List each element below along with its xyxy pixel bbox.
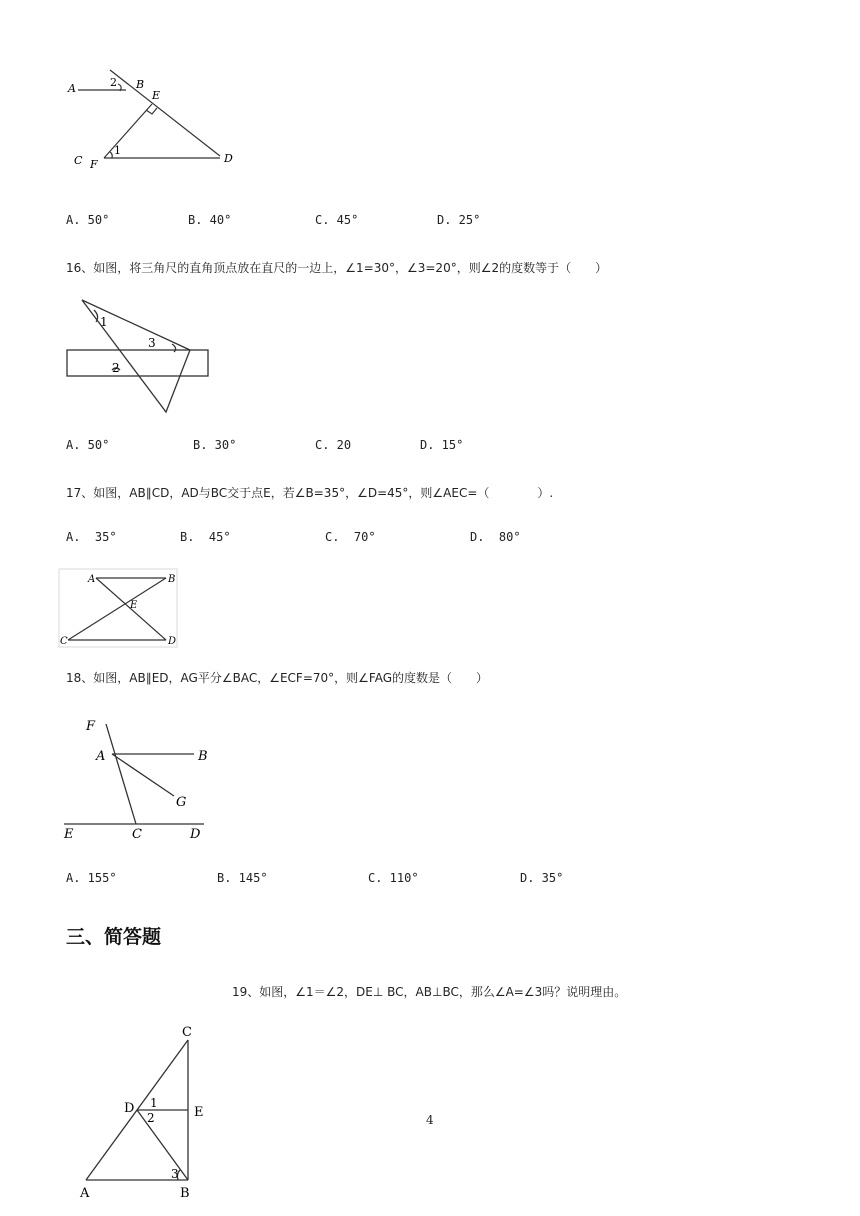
fig17-label-B: B — [168, 574, 176, 585]
fig18-label-C: C — [132, 827, 142, 842]
q16-option-d: D. 15° — [420, 438, 464, 452]
fig15-label-C: C — [74, 154, 83, 167]
fig18-label-D: D — [190, 827, 201, 842]
fig15-label-F: F — [90, 158, 98, 171]
fig19-label-1: 1 — [150, 1096, 158, 1110]
fig15-label-A: A — [68, 82, 76, 95]
fig19-label-B: B — [180, 1186, 190, 1201]
page-number: 4 — [426, 1113, 434, 1127]
q15-option-c: C. 45° — [315, 213, 359, 227]
fig15-label-2: 2 — [110, 76, 117, 89]
fig16-label-2: 2 — [112, 361, 120, 375]
fig19-label-A: A — [80, 1186, 90, 1201]
q17-option-a: A. 35° — [66, 530, 117, 544]
fig17-label-C: C — [60, 636, 68, 647]
q16-option-a: A. 50° — [66, 438, 110, 452]
figure-q16 — [60, 296, 220, 416]
fig18-label-E: E — [64, 827, 74, 842]
fig18-label-F: F — [86, 719, 96, 734]
q18-option-c: C. 110° — [368, 871, 419, 885]
q16-text: 16、如图，将三角尺的直角顶点放在直尺的一边上，∠1=30°，∠3=20°，则∠2的度数等于（ ） — [66, 261, 608, 275]
fig17-label-E: E — [130, 600, 138, 611]
fig19-label-D: D — [124, 1101, 135, 1116]
q19-text: 19、如图，∠1＝∠2，DE⊥ BC，AB⊥BC，那么∠A=∠3吗？说明理由。 — [232, 985, 627, 999]
figure-q17 — [58, 568, 180, 650]
figure-q19 — [70, 1022, 220, 1202]
fig16-label-3: 3 — [148, 336, 156, 350]
fig16-label-1: 1 — [100, 315, 108, 329]
q17-option-b: B. 45° — [180, 530, 231, 544]
figure-q15 — [60, 66, 250, 176]
section-title: 三、简答题 — [66, 926, 162, 948]
q18-option-a: A. 155° — [66, 871, 117, 885]
fig19-label-3: 3 — [171, 1167, 179, 1181]
q16-option-b: B. 30° — [193, 438, 237, 452]
fig19-label-E: E — [194, 1105, 204, 1120]
q17-option-d: D. 80° — [470, 530, 521, 544]
fig18-label-B: B — [198, 749, 208, 764]
q18-text: 18、如图，AB∥ED，AG平分∠BAC，∠ECF=70°，则∠FAG的度数是（ ） — [66, 671, 488, 685]
q17-text: 17、如图，AB∥CD，AD与BC交于点E，若∠B=35°，∠D=45°，则∠AEC=（ ）. — [66, 486, 554, 500]
fig18-label-A: A — [96, 749, 106, 764]
q15-option-b: B. 40° — [188, 213, 232, 227]
fig17-label-D: D — [168, 636, 177, 647]
q15-option-a: A. 50° — [66, 213, 110, 227]
fig19-label-2: 2 — [147, 1111, 155, 1125]
fig15-label-E: E — [152, 89, 161, 102]
q15-option-d: D. 25° — [437, 213, 481, 227]
fig15-label-B: B — [136, 78, 145, 91]
q16-option-c: C. 20 — [315, 438, 352, 452]
figure-q18 — [60, 712, 220, 842]
fig17-label-A: A — [88, 574, 96, 585]
q18-option-d: D. 35° — [520, 871, 564, 885]
q18-option-b: B. 145° — [217, 871, 268, 885]
fig18-label-G: G — [176, 795, 187, 810]
q17-option-c: C. 70° — [325, 530, 376, 544]
fig15-label-1: 1 — [114, 144, 121, 157]
fig19-label-C: C — [182, 1025, 192, 1040]
fig15-label-D: D — [224, 152, 233, 165]
